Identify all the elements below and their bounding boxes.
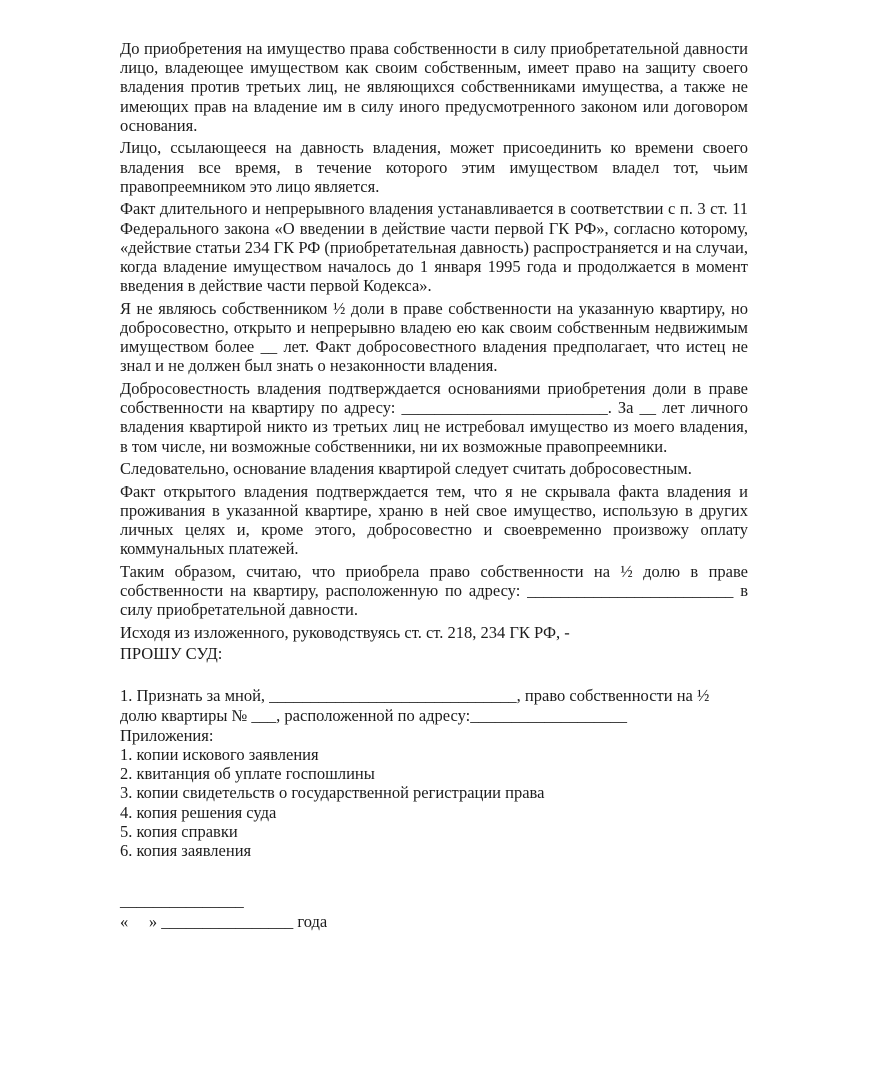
body-paragraph-ownership-defense: До приобретения на имущество права собственности в силу приобретательной давности лицо, владеющее имуществом как своим собственным, имеет право на защиту своего владения против третьих лиц, не являющихся собственниками имущества, а также не имеющих прав на владение им в силу иного предусмотренного законом или договором основания. — [120, 39, 748, 135]
attachment-item: 1. копии искового заявления — [120, 745, 319, 765]
attachments-section — [120, 726, 748, 860]
attachment-item: 5. копия справки — [120, 821, 238, 841]
body-paragraph-law-reference: Факт длительного и непрерывного владения устанавливается в соответствии с п. 3 ст. 11 Федерального закона «О введении в действие части первой ГК РФ», согласно которому, «действие статьи 234 ГК РФ (приобретательная давность) распространяется и на случаи, когда владение имуществом началось до 1 января 1995 года и продолжается в момент введения в действие части первой Кодекса». — [120, 199, 748, 296]
attachment-item: 2. квитанция об уплате госпошлины — [120, 764, 375, 784]
request-item-1: 1. Признать за мной, ______________________________, право собственности на ½ долю квартиры № ___, расположенной по адресу:___________________ — [120, 686, 710, 725]
attachment-item: 3. копии свидетельств о государственной регистрации права — [120, 783, 545, 803]
body-paragraph-open-possession: Факт открытого владения подтверждается тем, что я не скрывала факта владения и проживания в указанной квартире, храню в ней свое имущество, использую в других личных целях и, кроме этого, добросовестно и своевременно произвожу оплату коммунальных платежей. — [120, 481, 748, 559]
document-content — [120, 39, 748, 932]
signature-blank-line: _______________ — [120, 891, 244, 911]
body-paragraph-conclusion-good-faith: Следовательно, основание владения квартирой следует считать добросовестным. — [120, 459, 692, 479]
body-paragraph-good-faith-possession: Я не являюсь собственником ½ доли в праве собственности на указанную квартиру, но добросовестно, открыто и непрерывно владею ею как своим собственным недвижимым имуществом более __ лет. Факт добросовестного владения предполагает, что истец не знал и не должен был знать о незаконности владения. — [120, 298, 748, 376]
body-paragraph-good-faith-confirmation: Добросовестность владения подтверждается основаниями приобретения доли в праве собственности на квартиру по адресу: _________________________. За __ лет личного владения квартирой никто из третьих лиц не истребовал имущество из моего владения, в том числе, ни возможные собственники, ни их возможные правопреемники. — [120, 379, 748, 456]
attachment-item: 6. копия заявления — [120, 841, 252, 861]
closing-reference: Исходя из изложенного, руководствуясь ст. ст. 218, 234 ГК РФ, - — [120, 623, 570, 643]
date-blank-line: « » ________________ года — [120, 912, 328, 932]
attachment-item: 4. копия решения суда — [120, 802, 277, 822]
request-heading: ПРОШУ СУД: — [120, 644, 223, 664]
attachments-heading: Приложения: — [120, 725, 214, 745]
body-paragraph-possession-joining: Лицо, ссылающееся на давность владения, может присоединить ко времени своего владения все время, в течение которого этим имуществом владел тот, чьим правопреемником это лицо является. — [120, 138, 748, 196]
body-paragraph-ownership-claim: Таким образом, считаю, что приобрела право собственности на ½ долю в праве собственности на квартиру, расположенную по адресу: _________________________ в силу приобретательной давности. — [120, 562, 748, 620]
